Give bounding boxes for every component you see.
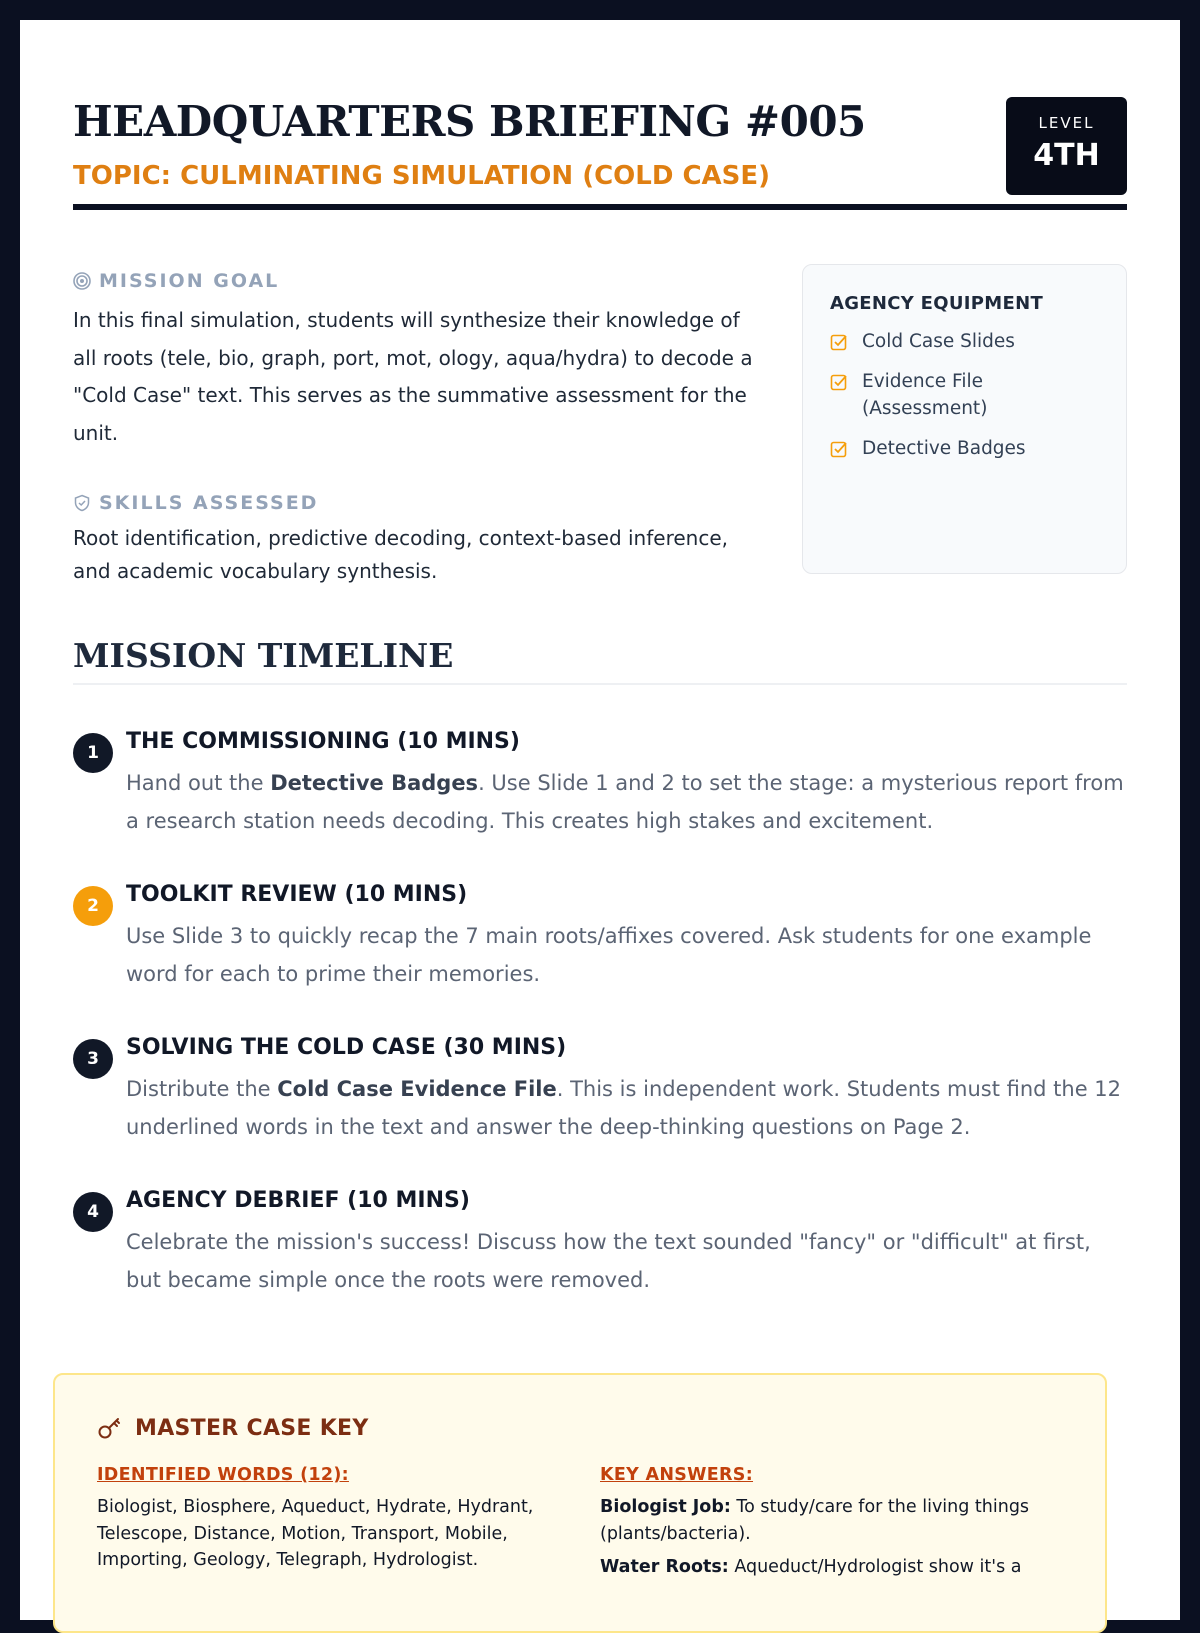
timeline-step: [73, 727, 1127, 840]
step-title: THE COMMISSIONING (10 MINS): [126, 729, 520, 754]
briefing-header: [73, 78, 1127, 210]
agency-equipment-card: [802, 264, 1127, 574]
equipment-list: [830, 328, 1099, 462]
key-answer-item: Biologist Job: To study/care for the living things (plants/bacteria).: [600, 1497, 1030, 1544]
identified-words-heading: IDENTIFIED WORDS (12):: [97, 1465, 349, 1485]
mission-goal-heading: [73, 268, 753, 294]
page-title: HEADQUARTERS BRIEFING #005: [73, 97, 866, 146]
checkbox-check-icon: [830, 333, 848, 351]
key-answers-heading: KEY ANSWERS:: [600, 1465, 754, 1485]
step-number-badge: 1: [73, 733, 113, 773]
checkbox-check-icon: [830, 373, 848, 391]
step-title: AGENCY DEBRIEF (10 MINS): [126, 1188, 470, 1213]
step-number-badge: 3: [73, 1039, 113, 1079]
skills-label: SKILLS ASSESSED: [99, 492, 319, 514]
timeline-step: [73, 1186, 1127, 1299]
level-value: 4TH: [1033, 138, 1100, 173]
shield-check-icon: [73, 494, 91, 512]
equipment-item-label: Detective Badges: [862, 438, 1026, 459]
mission-goal-label: MISSION GOAL: [99, 270, 280, 292]
level-label: LEVEL: [1038, 114, 1095, 132]
key-icon: [97, 1415, 123, 1441]
checkbox-check-icon: [830, 440, 848, 458]
step-description: Distribute the Cold Case Evidence File. This is independent work. Students must find the 12 underlined words in the text and answer the deep-thinking questions on Page 2.: [126, 1077, 1122, 1139]
equipment-item: [830, 435, 1099, 462]
info-section: [73, 210, 1127, 610]
step-description: Hand out the Detective Badges. Use Slide 1 and 2 to set the stage: a mysterious report from a research station needs decoding. This creates high stakes and excitement.: [126, 771, 1124, 833]
skills-block: [73, 490, 753, 588]
step-description: Use Slide 3 to quickly recap the 7 main roots/affixes covered. Ask students for one example word for each to prime their memories.: [126, 924, 1092, 986]
identified-words-text: Biologist, Biosphere, Aqueduct, Hydrate, Hydrant, Telescope, Distance, Motion, Transport, Mobile, Importing, Geology, Telegraph, Hydrologist.: [97, 1497, 534, 1570]
step-number-badge: 2: [73, 886, 113, 926]
equipment-item-label: Cold Case Slides: [862, 331, 1015, 352]
step-number-badge: 4: [73, 1192, 113, 1232]
step-description: Celebrate the mission's success! Discuss how the text sounded "fancy" or "difficult" at first, but became simple once the roots were removed.: [126, 1230, 1091, 1292]
equipment-item: [830, 328, 1099, 355]
timeline-step: [73, 880, 1127, 993]
mission-timeline-heading: MISSION TIMELINE: [73, 610, 1127, 685]
info-left-column: [73, 268, 753, 588]
mission-goal-text: In this final simulation, students will synthesize their knowledge of all roots (tele, bio, graph, port, mot, ology, aqua/hydra) to decode a "Cold Case" text. This serves as the summative assessment for the unit.: [73, 308, 753, 445]
master-key-title: MASTER CASE KEY: [135, 1415, 369, 1441]
identified-words-column: [97, 1465, 600, 1581]
step-title: TOOLKIT REVIEW (10 MINS): [126, 882, 468, 907]
equipment-title: AGENCY EQUIPMENT: [830, 293, 1044, 314]
timeline-steps: [73, 727, 1127, 1299]
key-answers-column: [600, 1465, 1060, 1581]
timeline-step: [73, 1033, 1127, 1146]
level-badge: [1006, 97, 1127, 195]
key-answer-item: Water Roots: Aqueduct/Hydrologist show it's a: [600, 1557, 1022, 1577]
equipment-item-label: Evidence File (Assessment): [862, 371, 988, 419]
master-key-heading: [97, 1415, 1063, 1441]
topic-subtitle: TOPIC: CULMINATING SIMULATION (COLD CASE): [73, 161, 771, 191]
skills-heading: [73, 490, 753, 516]
equipment-item: [830, 368, 1099, 422]
target-icon: [73, 272, 91, 290]
skills-text: Root identification, predictive decoding, context-based inference, and academic vocabulary synthesis.: [73, 526, 728, 583]
master-case-key: [53, 1373, 1107, 1633]
step-title: SOLVING THE COLD CASE (30 MINS): [126, 1035, 567, 1060]
master-key-columns: [97, 1465, 1063, 1581]
